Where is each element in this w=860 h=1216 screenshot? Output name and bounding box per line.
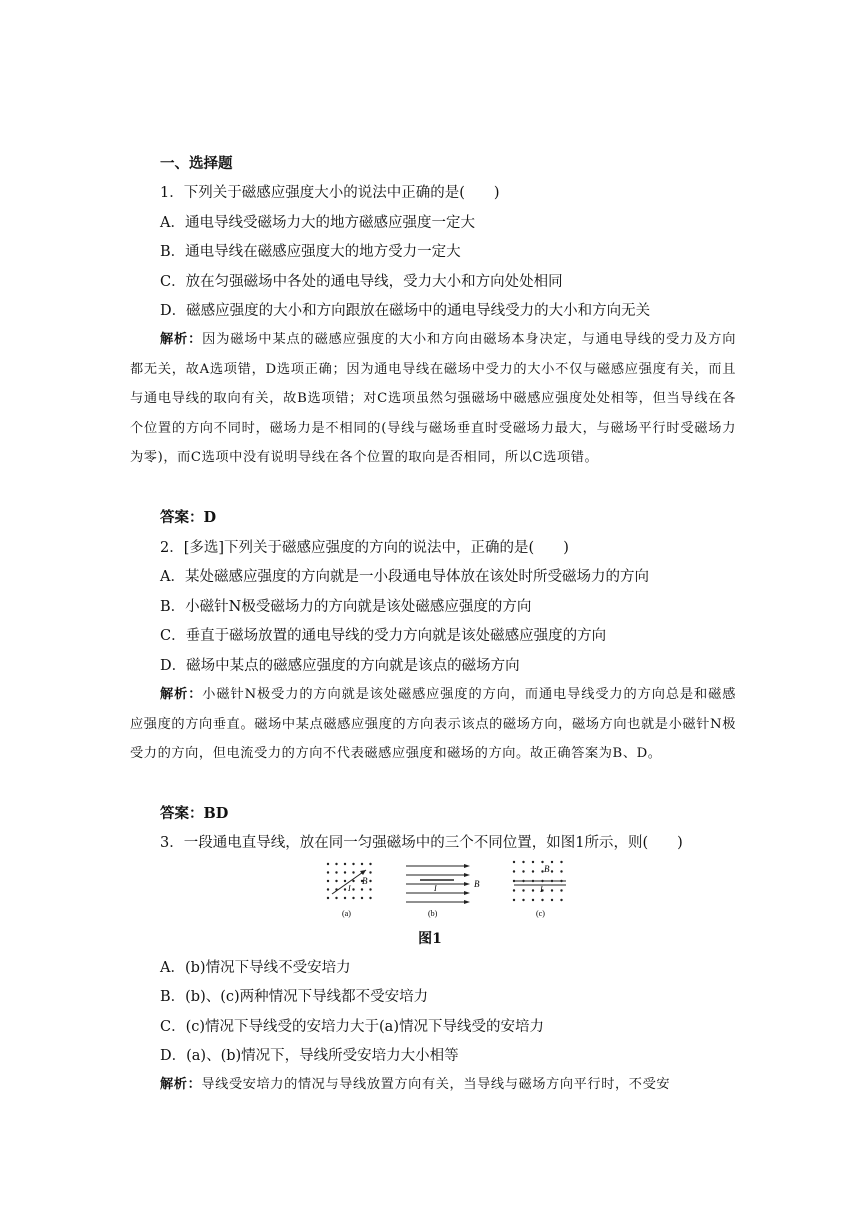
- field-dot: [551, 870, 553, 872]
- field-dot: [551, 899, 553, 901]
- field-dot: [541, 899, 543, 901]
- field-dot: [522, 899, 524, 901]
- field-dot: [327, 863, 329, 865]
- figure-b-arrow-icons: [464, 864, 470, 904]
- field-dot: [551, 889, 553, 891]
- field-dot: [369, 863, 371, 865]
- field-dot: [369, 871, 371, 873]
- figure-b-caption: (b): [428, 909, 438, 918]
- field-dot: [513, 870, 515, 872]
- field-dot: [369, 888, 371, 890]
- field-dot: [344, 871, 346, 873]
- question-2-option-d: D．磁场中某点的磁感应强度的方向就是该点的磁场方向: [160, 658, 520, 674]
- question-2-option-a: A．某处磁感应强度的方向就是一小段通电导体放在该处时所受磁场力的方向: [160, 569, 649, 585]
- field-dot: [327, 888, 329, 890]
- figure-caption: 图1: [418, 931, 442, 947]
- field-dot: [560, 889, 562, 891]
- question-1-option-d: D．磁感应强度的大小和方向跟放在磁场中的通电导线受力的大小和方向无关: [160, 303, 651, 319]
- field-dot: [344, 863, 346, 865]
- question-3-option-b: B．(b)、(c)两种情况下导线都不受安培力: [160, 989, 429, 1005]
- question-1-option-a: A．通电导线受磁场力大的地方磁感应强度一定大: [160, 215, 475, 231]
- field-dot: [522, 889, 524, 891]
- field-dot: [560, 861, 562, 863]
- figure-a-label-I: I: [348, 884, 351, 893]
- field-dot: [352, 888, 354, 890]
- question-3-option-c: C．(c)情况下导线受的安培力大于(a)情况下导线受的安培力: [160, 1019, 544, 1035]
- figure-a-caption: (a): [342, 909, 351, 918]
- question-3-analysis: [130, 1070, 736, 1100]
- question-1-analysis: [130, 325, 736, 473]
- question-2-stem: 2．[多选]下列关于磁感应强度的方向的说法中，正确的是( ): [160, 540, 569, 556]
- figure-c-caption: (c): [536, 909, 545, 918]
- field-dot: [344, 888, 346, 890]
- field-dot: [352, 863, 354, 865]
- field-dot: [344, 880, 346, 882]
- field-dot: [369, 897, 371, 899]
- field-dot: [361, 888, 363, 890]
- analysis-text: 因为磁场中某点的磁感应强度的大小和方向由磁场本身决定，与通电导线的受力及方向都无关，故A选项错，D选项正确；因为通电导线在磁场中受力的大小不仅与磁感应强度有关，而且与通电导线的取向有关，故B选项错；对C选项虽然匀强磁场中磁感应强度处处相等，但当导线在各个位置的方向不同时，磁场力是不相同的(导线与磁场垂直时受磁场力最大，与磁场平行时受磁场力为零)，而C选项中没有说明导线在各个位置的取向是否相同，所以C选项错。: [130, 332, 736, 465]
- field-dot: [352, 897, 354, 899]
- field-dot: [344, 897, 346, 899]
- analysis-text: 小磁针N极受力的方向就是该处磁感应强度的方向，而通电导线受力的方向总是和磁感应强度的方向垂直。磁场中某点磁感应强度的方向表示该点的磁场方向，磁场方向也就是小磁针N极受力的方向，但电流受力的方向不代表磁感应强度和磁场的方向。故正确答案为B、D。: [130, 687, 736, 761]
- question-2-option-c: C．垂直于磁场放置的通电导线的受力方向就是该处磁感应强度的方向: [160, 628, 607, 644]
- question-2-option-b: B．小磁针N极受磁场力的方向就是该处磁感应强度的方向: [160, 599, 532, 615]
- field-dot: [369, 880, 371, 882]
- question-1-option-b: B．通电导线在磁感应强度大的地方受力一定大: [160, 244, 461, 260]
- figure-c-label-B: B: [544, 864, 550, 874]
- analysis-label: 解析：: [160, 1077, 202, 1092]
- field-dot: [335, 880, 337, 882]
- analysis-text: 导线受安培力的情况与导线放置方向有关，当导线与磁场方向平行时，不受安: [201, 1077, 671, 1092]
- field-dot: [560, 870, 562, 872]
- field-dot: [513, 861, 515, 863]
- field-dot: [361, 863, 363, 865]
- question-3-stem: 3．一段通电直导线，放在同一匀强磁场中的三个不同位置，如图1所示，则( ): [160, 835, 683, 851]
- field-dot: [513, 899, 515, 901]
- question-1-answer: 答案：D: [160, 509, 217, 526]
- field-dot: [541, 861, 543, 863]
- figure-c-label-I: I: [540, 885, 543, 894]
- figure-b-label-B: B: [474, 879, 480, 889]
- question-2-answer: 答案：BD: [160, 805, 229, 822]
- figure-a-label-B: B: [362, 876, 368, 886]
- question-2-analysis: [130, 680, 736, 769]
- analysis-label: 解析：: [160, 687, 203, 702]
- field-dot: [560, 899, 562, 901]
- field-dot: [352, 880, 354, 882]
- question-1-option-c: C．放在匀强磁场中各处的通电导线，受力大小和方向处处相同: [160, 274, 563, 290]
- field-dot: [522, 861, 524, 863]
- field-dot: [532, 889, 534, 891]
- question-1-stem: 1．下列关于磁感应强度大小的说法中正确的是( ): [160, 185, 500, 201]
- field-dot: [361, 897, 363, 899]
- question-3-option-d: D．(a)、(b)情况下，导线所受安培力大小相等: [160, 1048, 459, 1064]
- field-dot: [335, 871, 337, 873]
- section-title: 一、选择题: [160, 155, 233, 172]
- analysis-label: 解析：: [160, 332, 203, 347]
- field-dot: [532, 899, 534, 901]
- field-dot: [335, 863, 337, 865]
- field-dot: [327, 880, 329, 882]
- field-dot: [327, 897, 329, 899]
- figure-b-field-lines: [406, 866, 468, 902]
- figure-1: [318, 858, 578, 920]
- field-dot: [352, 871, 354, 873]
- field-dot: [532, 870, 534, 872]
- field-dot: [335, 897, 337, 899]
- field-dot: [522, 870, 524, 872]
- field-dot: [513, 889, 515, 891]
- field-dot: [551, 861, 553, 863]
- field-dot: [532, 861, 534, 863]
- figure-b-label-I: I: [434, 884, 437, 893]
- field-dot: [327, 871, 329, 873]
- question-3-option-a: A．(b)情况下导线不受安培力: [160, 960, 351, 976]
